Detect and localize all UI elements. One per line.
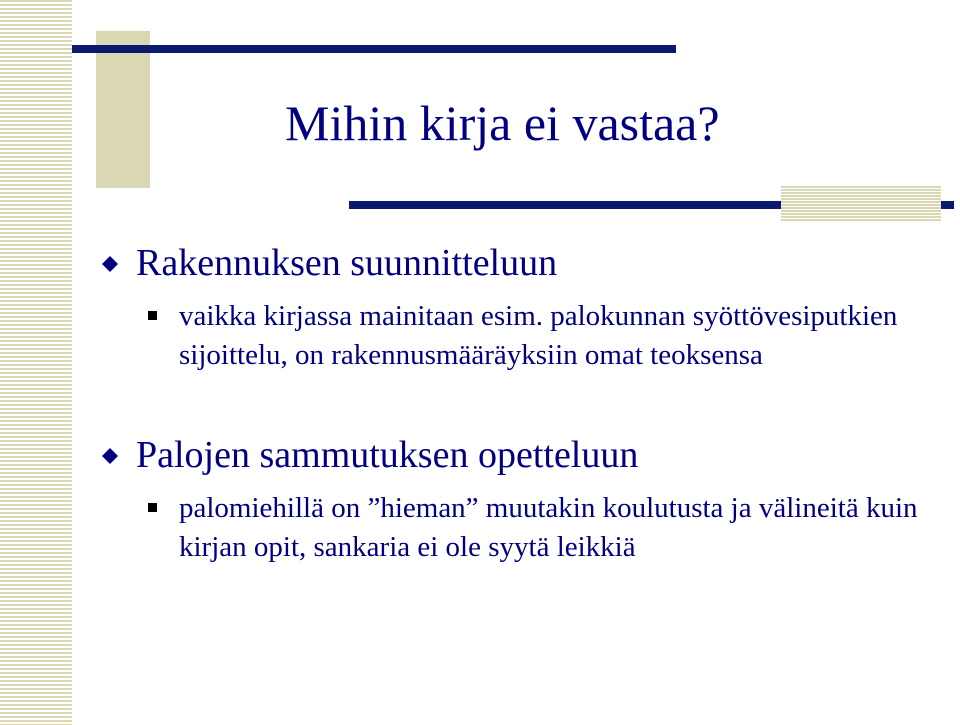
slide-title: Mihin kirja ei vastaa? [285, 95, 720, 151]
diamond-bullet-icon [101, 255, 119, 273]
square-bullet-icon [148, 503, 157, 512]
diamond-bullet-icon [101, 447, 119, 465]
sub-bullet-text: vaikka kirjassa mainitaan esim. palokunnan syöttövesiputkien sijoittelu, on rakennusmääräyksiin omat teoksensa [179, 300, 898, 371]
square-bullet-icon [148, 311, 157, 320]
bullet-text: Rakennuksen suunnitteluun [136, 242, 558, 284]
title-top-rule [72, 45, 676, 53]
tan-accent-block [96, 31, 150, 188]
bullet-text: Palojen sammutuksen opetteluun [136, 434, 639, 476]
left-striped-band [0, 0, 72, 725]
tan-striped-accent [781, 186, 941, 222]
sub-bullet-text: palomiehillä on ”hieman” muutakin koulutusta ja välineitä kuin kirjan opit, sankaria ei ole syytä leikkiä [179, 492, 918, 563]
